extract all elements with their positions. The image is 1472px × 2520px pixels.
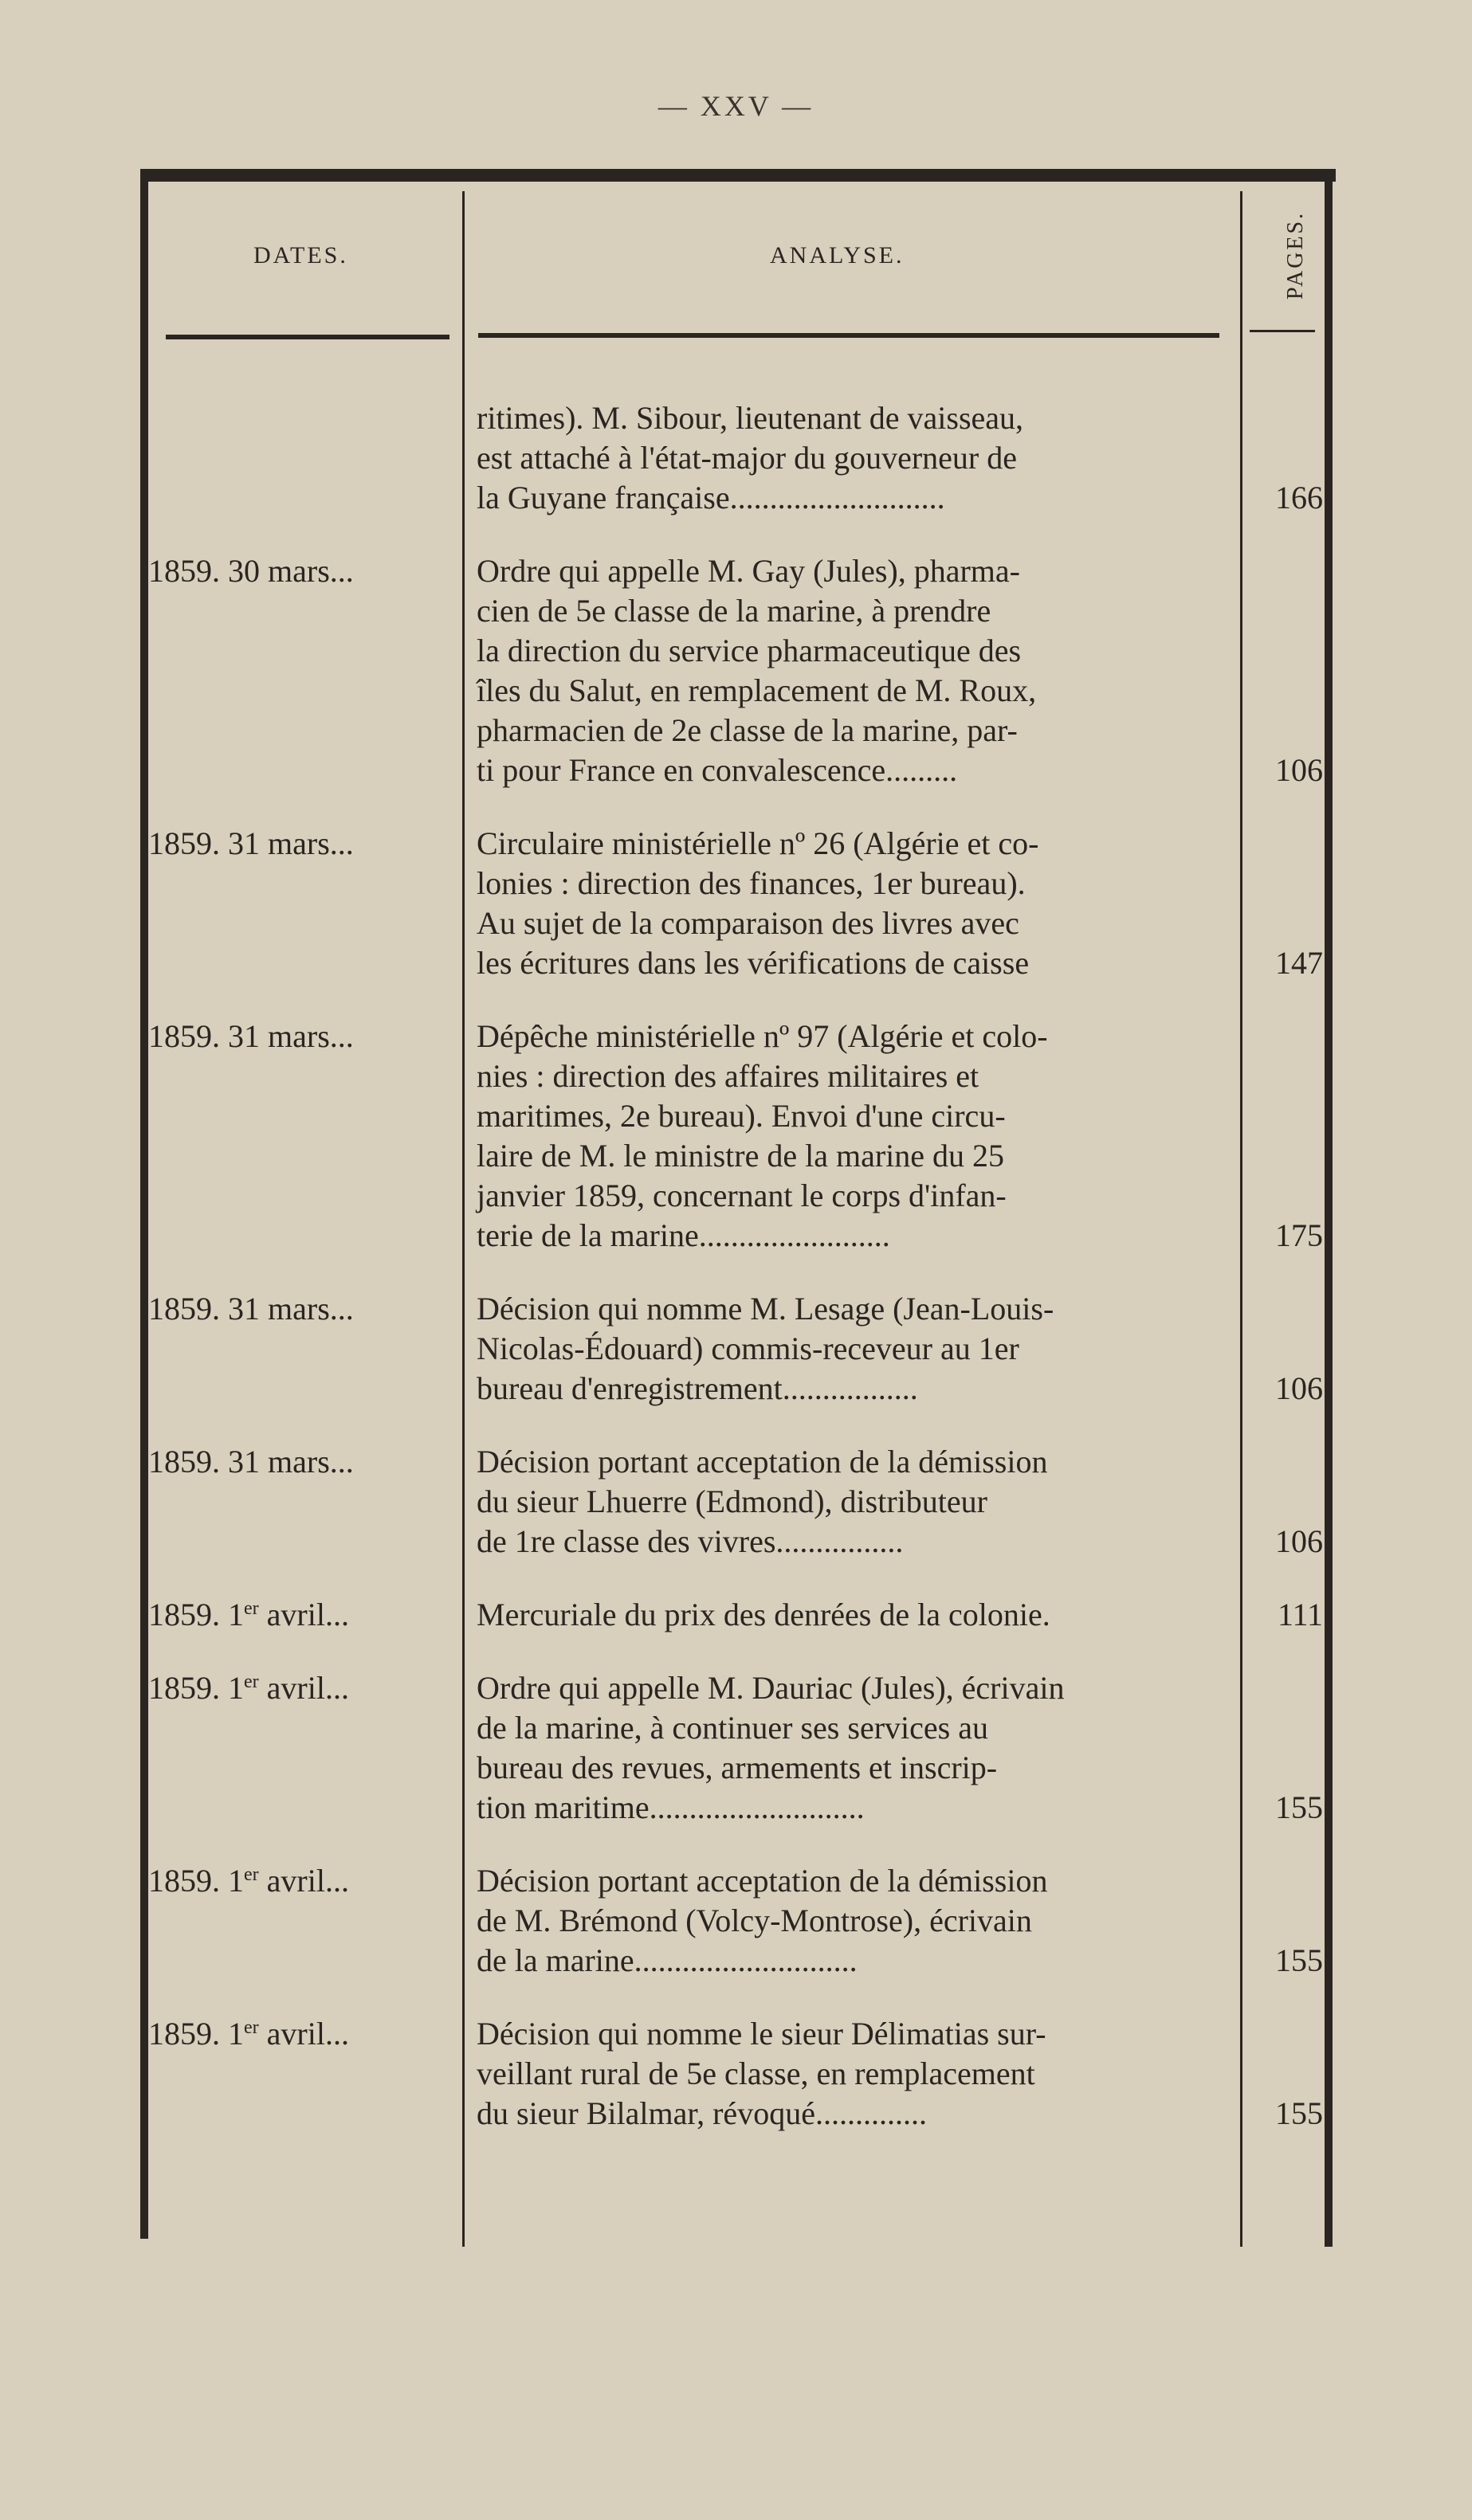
entry-analysis: [477, 1289, 1232, 1409]
header-analyse: ANALYSE.: [770, 242, 905, 268]
entry-page-number: 155: [1275, 2095, 1323, 2131]
entry-date: [148, 1017, 467, 1056]
header-rule-analyse: [478, 333, 1219, 338]
entry-date: [148, 1861, 467, 1901]
date-day: 31: [228, 825, 260, 861]
date-day-suffix: er: [244, 1864, 259, 1885]
analysis-line: Décision qui nomme le sieur Délimatias sur-: [477, 2016, 1046, 2052]
entry-analysis: [477, 1668, 1232, 1828]
date-month: avril...: [266, 1597, 349, 1632]
date-month: mars...: [268, 553, 354, 589]
analysis-line: laire de M. le ministre de la marine du 25: [477, 1138, 1005, 1174]
analysis-line: de 1re classe des vivres................: [477, 1523, 904, 1559]
date-day: 1: [228, 1670, 244, 1706]
table-left-border: [140, 171, 148, 2239]
header-pages: PAGES.: [1283, 210, 1308, 300]
entry-analysis: [477, 1861, 1232, 1981]
date-year: 1859.: [148, 2016, 220, 2052]
entry-page-number: 106: [1275, 752, 1323, 788]
date-year: 1859.: [148, 1670, 220, 1706]
analysis-line: Dépêche ministérielle nº 97 (Algérie et colo-: [477, 1018, 1048, 1054]
analysis-line: Au sujet de la comparaison des livres avec: [477, 905, 1019, 941]
date-month: mars...: [268, 1444, 354, 1479]
date-day-suffix: er: [244, 1672, 259, 1692]
analysis-line: Nicolas-Édouard) commis-receveur au 1er: [477, 1331, 1019, 1366]
analysis-line: Circulaire ministérielle nº 26 (Algérie et co-: [477, 825, 1039, 861]
date-day: 1: [228, 2016, 244, 2052]
entry-analysis: [477, 2014, 1232, 2134]
analysis-line: Décision portant acceptation de la démission: [477, 1863, 1048, 1899]
date-year: 1859.: [148, 1291, 220, 1327]
entry-page-number: 106: [1275, 1523, 1323, 1559]
entry-page-number: 111: [1277, 1597, 1323, 1632]
entry-analysis: [477, 824, 1232, 983]
entry-date: [148, 824, 467, 864]
entry-page-number: 147: [1275, 945, 1323, 981]
entry-page-number: 166: [1275, 480, 1323, 515]
column-divider-analyse: [1240, 191, 1242, 2247]
date-day: 1: [228, 1597, 244, 1632]
entry-page-number: 155: [1275, 1789, 1323, 1825]
date-day-suffix: er: [244, 2017, 259, 2038]
header-dates: DATES.: [253, 242, 348, 268]
analysis-line: la Guyane française...........................: [477, 480, 945, 515]
analysis-line: les écritures dans les vérifications de caisse: [477, 945, 1030, 981]
date-day: 31: [228, 1018, 260, 1054]
analysis-line: terie de la marine........................: [477, 1217, 890, 1253]
analysis-line: Décision qui nomme M. Lesage (Jean-Louis-: [477, 1291, 1054, 1327]
analysis-line: Ordre qui appelle M. Dauriac (Jules), écrivain: [477, 1670, 1065, 1706]
entry-page-number: 106: [1275, 1370, 1323, 1406]
analysis-line: Décision portant acceptation de la démission: [477, 1444, 1048, 1479]
entry-analysis: [477, 398, 1232, 518]
entry-page-number: 175: [1275, 1217, 1323, 1253]
date-month: mars...: [268, 1291, 354, 1327]
date-year: 1859.: [148, 1597, 220, 1632]
date-month: mars...: [268, 1018, 354, 1054]
date-day: 31: [228, 1444, 260, 1479]
table-right-border: [1325, 171, 1333, 2247]
entry-date: [148, 2014, 467, 2054]
date-day-suffix: er: [244, 1598, 259, 1619]
date-month: avril...: [266, 1863, 349, 1899]
entry-date: [148, 1668, 467, 1708]
analysis-line: bureau d'enregistrement.................: [477, 1370, 918, 1406]
header-rule-dates: [166, 335, 449, 339]
analysis-line: de la marine, à continuer ses services au: [477, 1710, 988, 1746]
analysis-line: maritimes, 2e bureau). Envoi d'une circu-: [477, 1098, 1006, 1134]
page-number-header: — XXV —: [657, 90, 815, 122]
date-day: 30: [228, 553, 260, 589]
analysis-line: du sieur Bilalmar, révoqué..............: [477, 2095, 927, 2131]
date-year: 1859.: [148, 825, 220, 861]
analysis-line: la direction du service pharmaceutique des: [477, 633, 1022, 668]
entry-analysis: [477, 1595, 1232, 1635]
analysis-line: du sieur Lhuerre (Edmond), distributeur: [477, 1483, 987, 1519]
date-month: mars...: [268, 825, 354, 861]
analysis-line: bureau des revues, armements et inscrip-: [477, 1750, 998, 1785]
date-month: avril...: [266, 1670, 349, 1706]
entry-date: [148, 1442, 467, 1482]
date-day: 1: [228, 1863, 244, 1899]
entry-analysis: [477, 1442, 1232, 1562]
table-top-border: [140, 169, 1336, 182]
column-divider-dates: [462, 191, 465, 2247]
date-year: 1859.: [148, 553, 220, 589]
analysis-line: tion maritime...........................: [477, 1789, 865, 1825]
analysis-line: ritimes). M. Sibour, lieutenant de vaisseau,: [477, 400, 1024, 436]
date-day: 31: [228, 1291, 260, 1327]
analysis-line: Ordre qui appelle M. Gay (Jules), pharma-: [477, 553, 1020, 589]
entry-analysis: [477, 551, 1232, 790]
entry-analysis: [477, 1017, 1232, 1256]
analysis-line: de M. Brémond (Volcy-Montrose), écrivain: [477, 1903, 1032, 1938]
analysis-line: pharmacien de 2e classe de la marine, par-: [477, 712, 1018, 748]
header-rule-pages: [1250, 330, 1315, 332]
analysis-line: veillant rural de 5e classe, en remplacement: [477, 2056, 1035, 2091]
entry-date: [148, 551, 467, 591]
analysis-line: îles du Salut, en remplacement de M. Roux,: [477, 672, 1037, 708]
entry-date: [148, 1595, 467, 1635]
analysis-line: nies : direction des affaires militaires et: [477, 1058, 979, 1094]
analysis-line: est attaché à l'état-major du gouverneur de: [477, 440, 1018, 476]
analysis-line: de la marine............................: [477, 1942, 858, 1978]
analysis-line: lonies : direction des finances, 1er bureau).: [477, 865, 1026, 901]
analysis-line: Mercuriale du prix des denrées de la colonie.: [477, 1597, 1050, 1632]
entry-date: [148, 1289, 467, 1329]
date-month: avril...: [266, 2016, 349, 2052]
date-year: 1859.: [148, 1018, 220, 1054]
analysis-line: janvier 1859, concernant le corps d'infan-: [477, 1178, 1007, 1213]
analysis-line: cien de 5e classe de la marine, à prendre: [477, 593, 991, 629]
date-year: 1859.: [148, 1444, 220, 1479]
entry-page-number: 155: [1275, 1942, 1323, 1978]
date-year: 1859.: [148, 1863, 220, 1899]
analysis-line: ti pour France en convalescence.........: [477, 752, 958, 788]
